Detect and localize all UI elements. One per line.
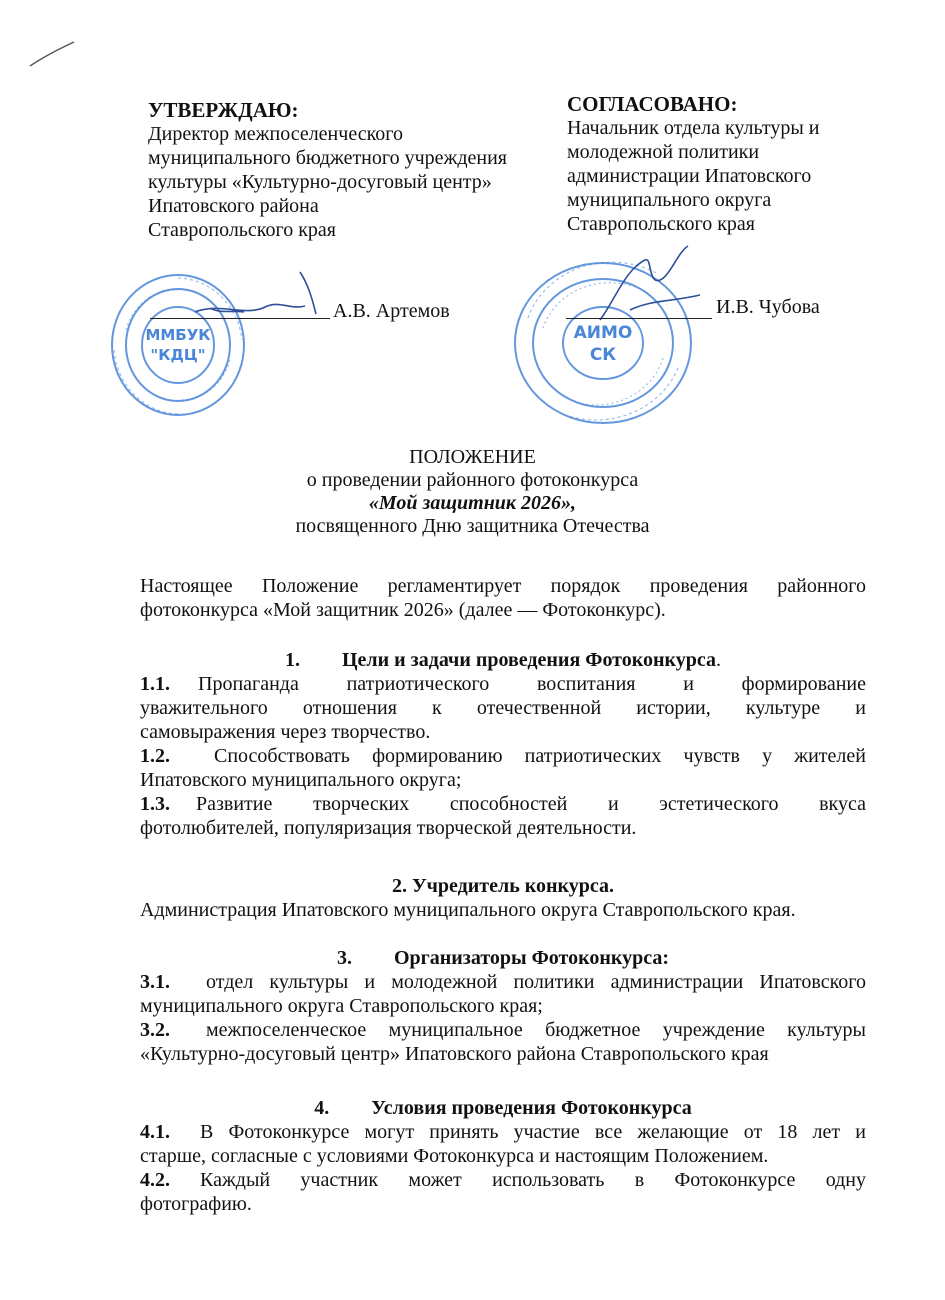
- right-signature-line: [566, 300, 712, 319]
- approver-name: А.В. Артемов: [333, 300, 450, 322]
- right-stamp-text: СК: [589, 345, 617, 365]
- left-stamp-text: "КДЦ": [150, 346, 206, 364]
- approval-line: муниципального бюджетного учреждения: [148, 147, 508, 169]
- section-text: Администрация Ипатовского муниципального округа Ставропольского края.: [140, 899, 796, 921]
- document-title: [0, 446, 945, 538]
- section-heading: 4. Условия проведения Фотоконкурса: [314, 1097, 692, 1119]
- title-line: посвященного Дню защитника Отечества: [295, 515, 650, 537]
- list-item-line: уважительного отношения к отечественной истории, культуре и: [140, 697, 866, 719]
- title-line: ПОЛОЖЕНИЕ: [409, 446, 536, 468]
- section-1: [140, 648, 866, 840]
- approval-line: Директор межпоселенческого: [148, 123, 403, 145]
- agreement-line: муниципального округа: [567, 189, 772, 211]
- section-heading: 2. Учредитель конкурса.: [391, 875, 615, 897]
- list-item-line: «Культурно-досуговый центр» Ипатовского района Ставропольского края: [140, 1043, 769, 1065]
- list-item: 1.3. Развитие творческих способностей и эстетического вкуса: [140, 793, 866, 815]
- section-heading: 1. Цели и задачи проведения Фотоконкурса.: [284, 649, 722, 671]
- title-contest-name: «Мой защитник 2026»,: [368, 492, 577, 514]
- approval-line: культуры «Культурно-досуговый центр»: [148, 171, 492, 193]
- agreement-line: администрации Ипатовского: [567, 165, 812, 187]
- section-4: [140, 1096, 866, 1216]
- approval-title: УТВЕРЖДАЮ:: [148, 98, 299, 122]
- list-item: 1.1. Пропаганда патриотического воспитания и формирование: [140, 673, 866, 695]
- list-item-line: Ипатовского муниципального округа;: [140, 769, 462, 791]
- list-item-line: самовыражения через творчество.: [140, 721, 431, 743]
- list-item: 1.2. Способствовать формированию патриотических чувств у жителей: [140, 745, 866, 767]
- pen-mark: [28, 36, 78, 70]
- agreement-line: Ставропольского края: [567, 213, 755, 235]
- approval-line: Ипатовского района: [148, 195, 319, 217]
- list-item: 3.1. отдел культуры и молодежной политики администрации Ипатовского: [140, 971, 866, 993]
- left-signature: [190, 262, 340, 332]
- list-item: 4.1. В Фотоконкурсе могут принять участие все желающие от 18 лет и: [140, 1121, 866, 1143]
- list-item: 3.2. межпоселенческое муниципальное бюджетное учреждение культуры: [140, 1019, 866, 1041]
- agreement-line: молодежной политики: [567, 141, 760, 163]
- intro-paragraph: [140, 574, 866, 622]
- agreement-line: Начальник отдела культуры и: [567, 117, 820, 139]
- list-item-line: фотолюбителей, популяризация творческой деятельности.: [140, 817, 637, 839]
- approval-block: [148, 98, 548, 242]
- title-line: о проведении районного фотоконкурса: [306, 469, 639, 491]
- list-item-line: старше, согласные с условиями Фотоконкурса и настоящим Положением.: [140, 1145, 769, 1167]
- agreer-name: И.В. Чубова: [716, 296, 820, 318]
- agreement-block: [567, 92, 897, 236]
- agreement-title: СОГЛАСОВАНО:: [567, 92, 738, 116]
- list-item: 4.2. Каждый участник может использовать в Фотоконкурсе одну: [140, 1169, 866, 1191]
- right-stamp-text: АИМО: [573, 323, 633, 343]
- list-item-line: фотографию.: [140, 1193, 252, 1215]
- section-heading: 3. Организаторы Фотоконкурса:: [336, 947, 670, 969]
- intro-line: Настоящее Положение регламентирует порядок проведения районного: [140, 575, 866, 597]
- section-2: [140, 874, 866, 922]
- left-signature-line: [150, 300, 330, 319]
- approval-line: Ставропольского края: [148, 219, 336, 241]
- intro-line: фотоконкурса «Мой защитник 2026» (далее — Фотоконкурс).: [140, 599, 666, 621]
- left-stamp-text: ММБУК: [145, 326, 211, 344]
- section-3: [140, 946, 866, 1066]
- list-item-line: муниципального округа Ставропольского края;: [140, 995, 543, 1017]
